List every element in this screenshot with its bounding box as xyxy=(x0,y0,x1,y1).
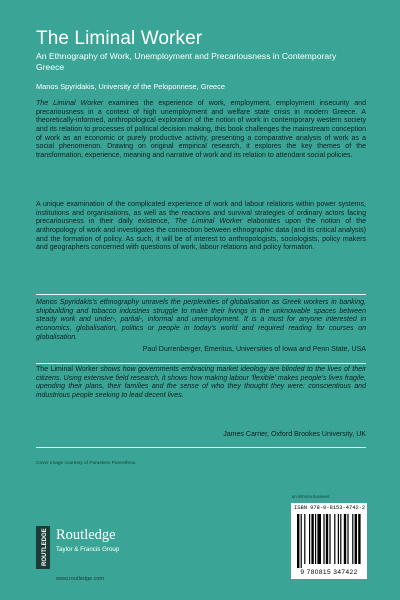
endorsement-attribution-1: Paul Durrenberger, Emeritus, Universities of Iowa and Penn State, USA xyxy=(142,346,366,353)
isbn-label: ISBN 978-0-8153-4742-2 xyxy=(294,505,366,511)
description-text: elaborates upon the notion of the anthropology of work and investigates the connection between ethnographic data (and its critical analysis) and the formation of policy. As such, it will be of interest to anthropologists, sociologists, policy makers and geographers concerned with questions of work, labour relations and policy formation. xyxy=(36,218,366,252)
isbn-barcode xyxy=(291,503,367,579)
title-italic: The Liminal Worker xyxy=(36,100,104,107)
divider xyxy=(36,363,366,364)
description-text: examines the experience of work, employment, employment insecurity and precariousness in a context of high unemployment and welfare state crisis in modern Greece. A theoretically-informed, anthropological exploration of the notion of work in contemporary western society and its relation to processes of political decision making, this book challenges the mainstream conception of work as an economic or purely productive activity, presenting a comparative analysis of work as a social phenomenon. Drawing on original empirical research, it explores the key themes of the transformation, experience, meaning and narrative of work and its relation to attendant social policies. xyxy=(36,100,367,159)
routledge-logo-icon xyxy=(36,526,50,569)
endorsement-quote-2 xyxy=(36,366,366,401)
divider xyxy=(36,294,366,295)
author-line: Manos Spyridakis, University of the Peloponnese, Greece xyxy=(36,82,225,91)
cover-image-credit: Cover image courtesy of Paraskevi Parenthrou xyxy=(36,461,136,466)
publisher-name: Routledge xyxy=(56,527,116,543)
description-paragraph-2 xyxy=(36,201,366,253)
publisher-tagline: an informa business xyxy=(292,494,330,499)
divider xyxy=(36,447,366,448)
barcode-digits: 9 780815 347422 xyxy=(300,569,358,576)
title-italic: The Liminal Worker xyxy=(174,218,243,226)
barcode-bars-icon xyxy=(297,514,361,568)
endorsement-attribution-2: James Carrier, Oxford Brookes University, UK xyxy=(223,431,366,438)
quote-text: shows how governments embracing market ideology are blinded to the lives of their citizens. Using extensive field research, it shows how making labour 'flexible' makes people's lives fragile, upending their plans, their families and the sense of who they thought they were: conscientious and industrious people seeking to lead decent lives. xyxy=(36,366,367,399)
book-subtitle: An Ethnography of Work, Unemployment and Precariousness in Contemporary Greece xyxy=(36,51,337,72)
logo-vertical-text: ROUTLEDGE xyxy=(42,528,48,566)
description-paragraph-1 xyxy=(36,100,366,161)
endorsement-quote-1: Manos Spyridakis's ethnography unravels the perplexities of globalisation as Greek workers in banking, shipbuilding and tobacco industries struggle to make their livings in the unknowable spaces between steady work and under-, partial-, informal and unemployment. It is a must for anyone interested in economics, globalisation, politics or people in today's world and required reading for courses on globalisation. xyxy=(36,299,366,341)
book-title: The Liminal Worker xyxy=(36,28,203,49)
publisher-website: www.routledge.com xyxy=(56,576,104,582)
publisher-group: Taylor & Francis Group xyxy=(56,546,120,553)
quote-title: The Liminal Worker xyxy=(36,366,98,373)
description-text: A unique examination of the complicated experience of work and labour relations within power systems, institutions and organisations, as well as the reactions and survival strategies of ordinary actors facing precariousness in their daily existence, xyxy=(36,201,366,226)
